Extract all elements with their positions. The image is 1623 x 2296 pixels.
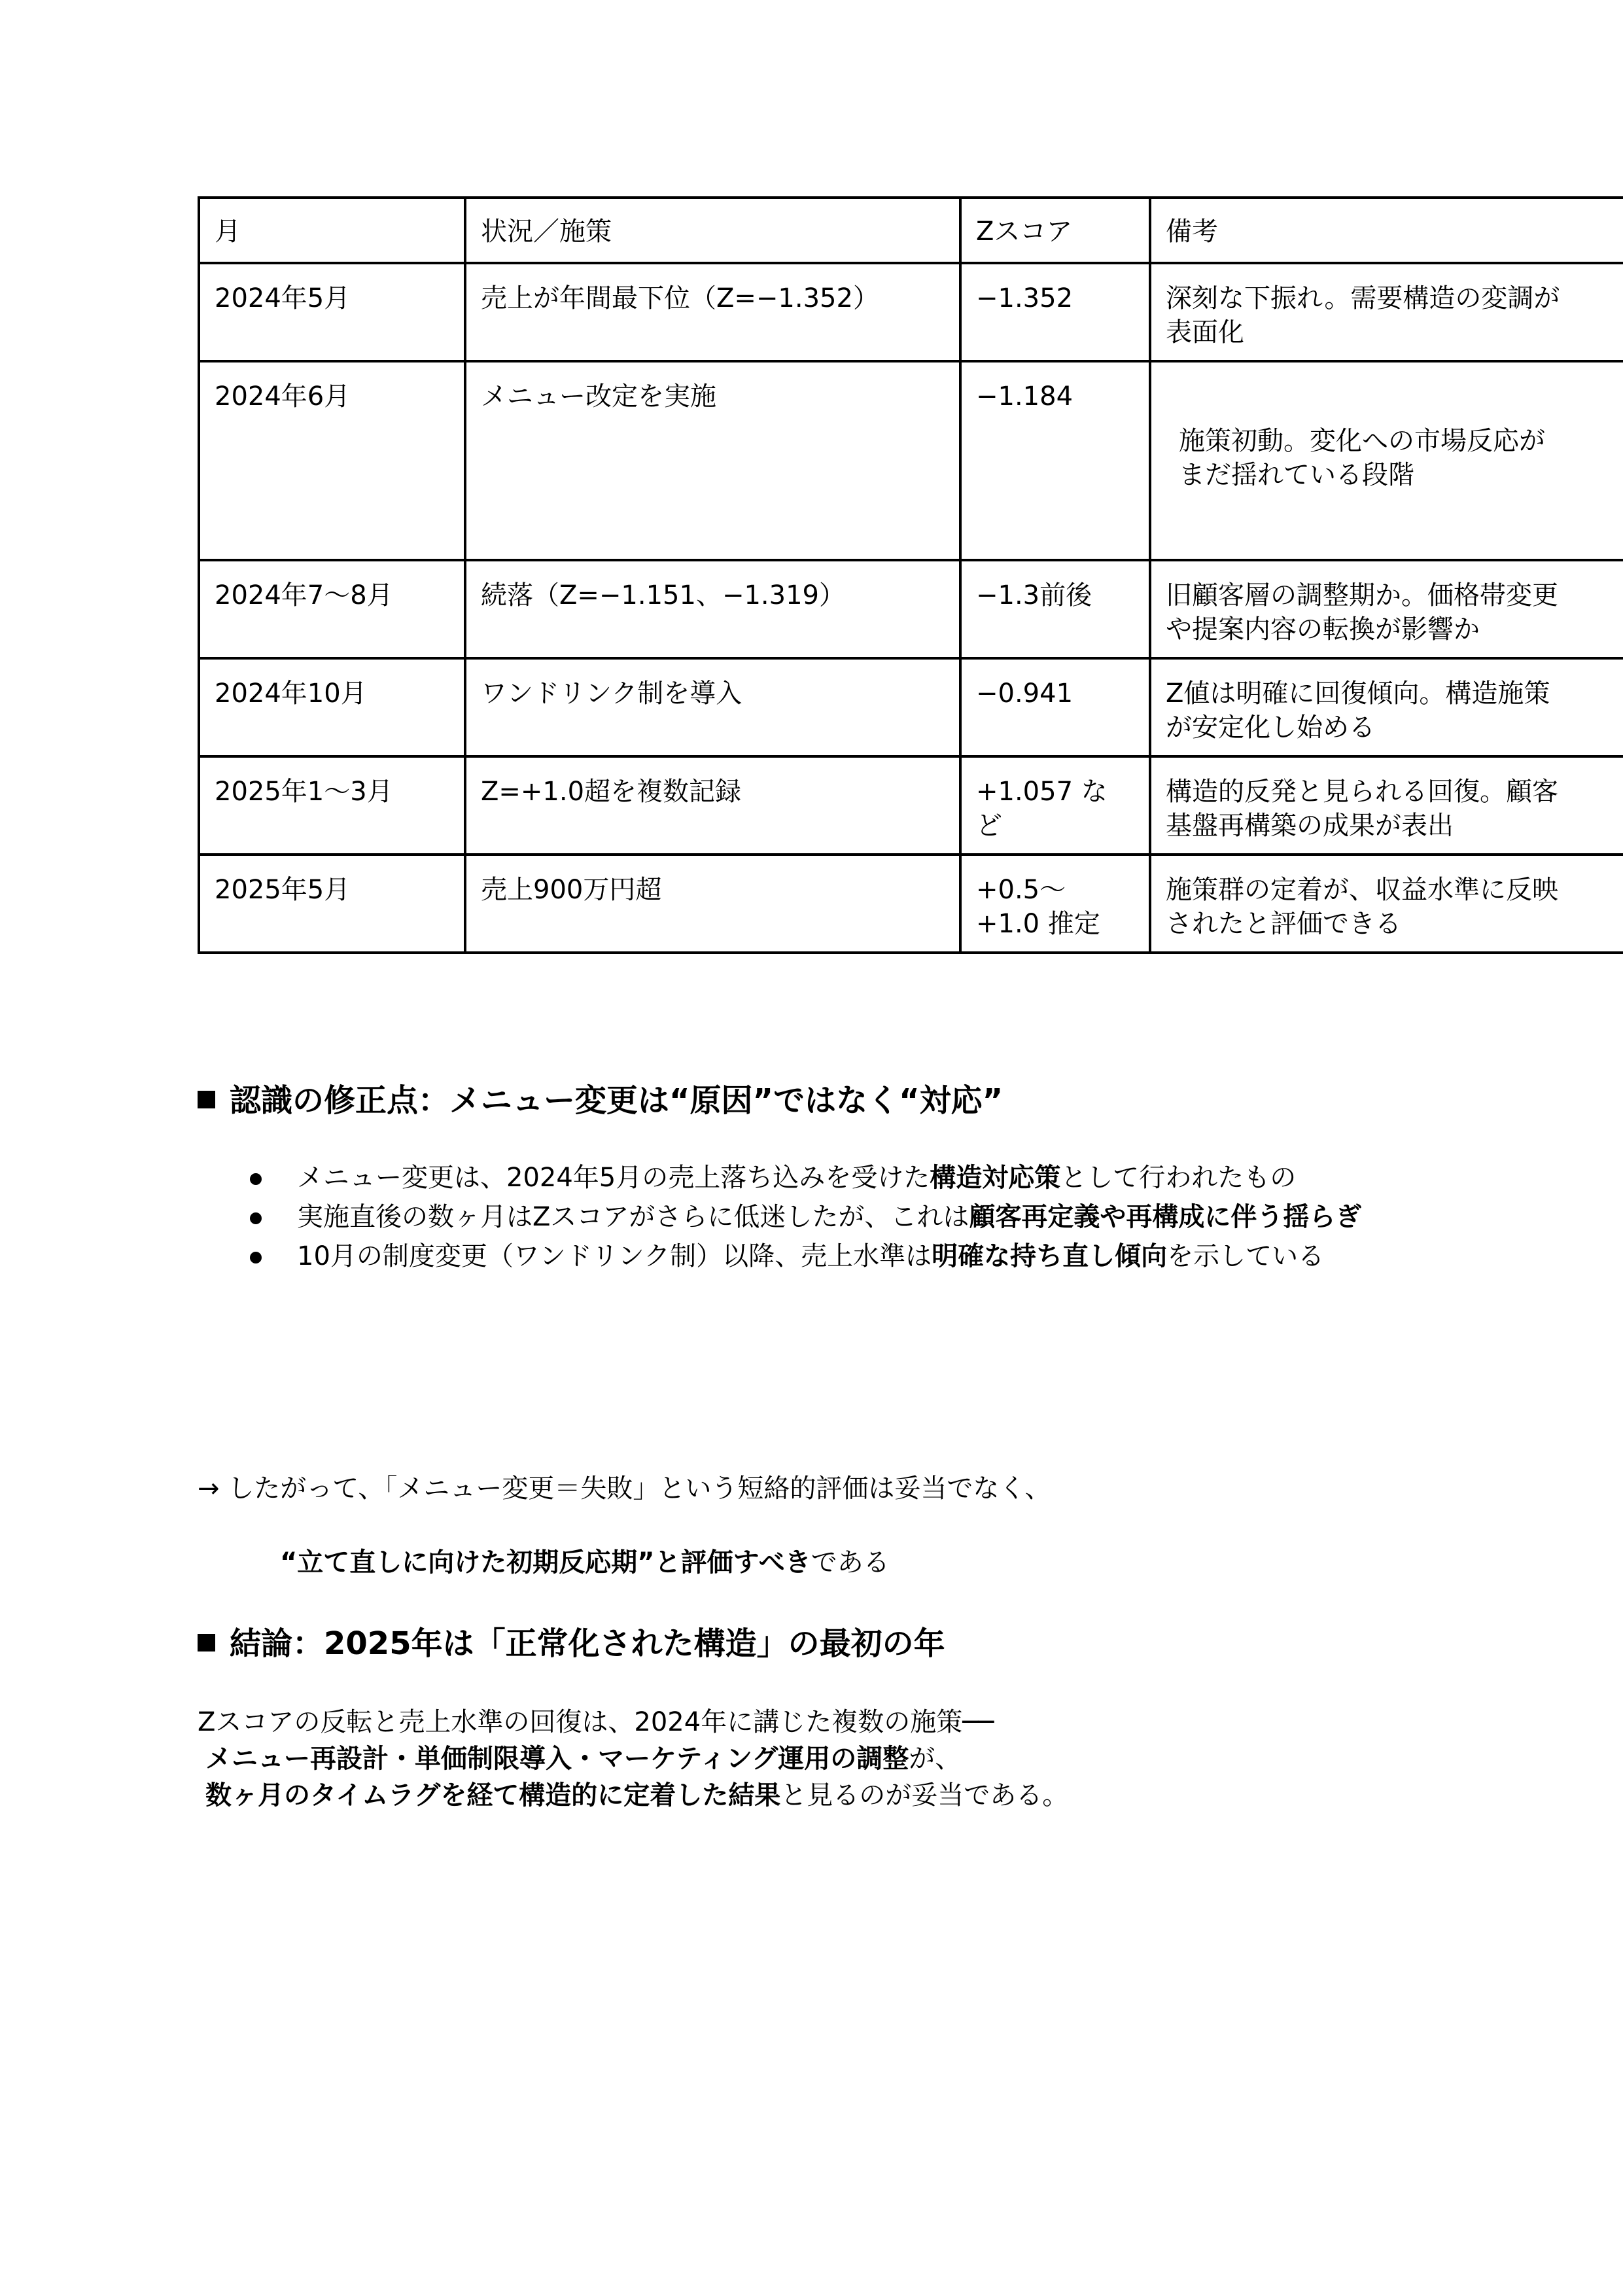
section1-title: 認識の修正点：メニュー変更は“原因”ではなく“対応” [230,1082,1003,1119]
cell-zscore: −1.3前後 [960,560,1150,658]
bullet-dot-icon [250,1173,262,1185]
cell-note: Z値は明確に回復傾向。構造施策 が安定化し始める [1150,658,1623,756]
table-header-row [199,198,1623,263]
cell-note: 施策初動。変化への市場反応が まだ揺れている段階 [1150,361,1623,560]
summary-line-2: メニュー再設計・単価制限導入・マーケティング運用の調整が、 [205,1744,962,1774]
cell-month: 2024年10月 [199,658,465,756]
list-item: 実施直後の数ヶ月はZスコアがさらに低迷したが、これは顧客再定義や再構成に伴う揺らぎ [250,1197,1427,1237]
cell-status: 続落（Z=−1.151、−1.319） [465,560,960,658]
bullet-dot-icon [250,1252,262,1263]
square-bullet-icon [198,1091,215,1108]
section1-bullet-list [250,1158,1427,1276]
table-row [199,658,1623,756]
cell-status: 売上が年間最下位（Z=−1.352） [465,263,960,361]
cell-zscore: +0.5〜 +1.0 推定 [960,855,1150,953]
cell-month: 2024年7〜8月 [199,560,465,658]
cell-month: 2024年6月 [199,361,465,560]
cell-month: 2024年5月 [199,263,465,361]
cell-zscore: −1.352 [960,263,1150,361]
table-row [199,855,1623,953]
list-item: 10月の制度変更（ワンドリンク制）以降、売上水準は明確な持ち直し傾向を示している [250,1237,1427,1276]
table-row [199,756,1623,855]
cell-zscore: +1.057 な ど [960,756,1150,855]
header-zscore: Zスコア [960,198,1150,263]
evaluation-bold: “立て直しに向けた初期反応期”と評価すべき [280,1547,811,1578]
header-status: 状況／施策 [465,198,960,263]
cell-note: 深刻な下振れ。需要構造の変調が 表面化 [1150,263,1623,361]
cell-note: 構造的反発と見られる回復。顧客 基盤再構築の成果が表出 [1150,756,1623,855]
table-row [199,263,1623,361]
cell-status: ワンドリンク制を導入 [465,658,960,756]
list-item: メニュー変更は、2024年5月の売上落ち込みを受けた構造対応策として行われたもの [250,1158,1427,1197]
cell-month: 2025年1〜3月 [199,756,465,855]
cell-note: 旧顧客層の調整期か。価格帯変更 や提案内容の転換が影響か [1150,560,1623,658]
section2-heading [198,1624,945,1663]
cell-zscore: −0.941 [960,658,1150,756]
evaluation-line [280,1544,890,1581]
cell-note: 施策群の定着が、収益水準に反映 されたと評価できる [1150,855,1623,953]
square-bullet-icon [198,1634,215,1651]
bullet-dot-icon [250,1212,262,1224]
summary-line-1: Zスコアの反転と売上水準の回復は、2024年に講じた複数の施策── [198,1707,994,1737]
table-row [199,560,1623,658]
evaluation-post: である [811,1547,890,1578]
summary-line-3: 数ヶ月のタイムラグを経て構造的に定着した結果と見るのが妥当である。 [205,1780,1069,1810]
cell-status: Z=+1.0超を複数記録 [465,756,960,855]
zscore-table [198,196,1623,954]
conclusion-arrow-line: → したがって、「メニュー変更＝失敗」という短絡的評価は妥当でなく、 [198,1474,1051,1504]
cell-month: 2025年5月 [199,855,465,953]
header-month: 月 [199,198,465,263]
cell-status: メニュー改定を実施 [465,361,960,560]
header-note: 備考 [1150,198,1623,263]
section1-heading [198,1081,1003,1120]
table-row [199,361,1623,560]
section2-title: 結論：2025年は「正常化された構造」の最初の年 [230,1625,945,1662]
cell-status: 売上900万円超 [465,855,960,953]
cell-zscore: −1.184 [960,361,1150,560]
